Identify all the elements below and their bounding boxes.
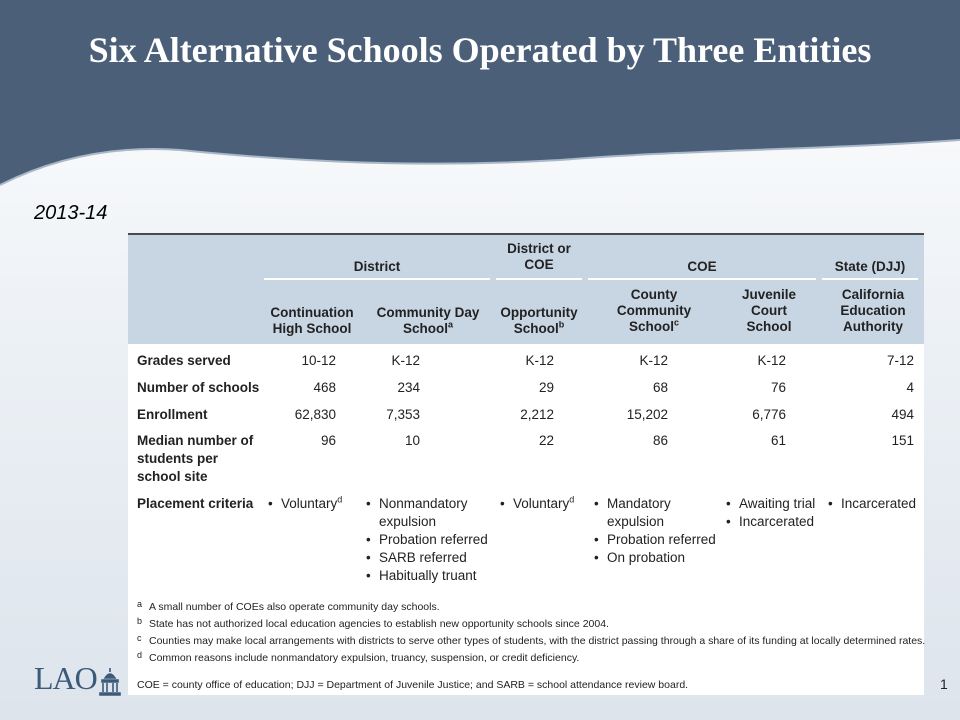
alternative-schools-table xyxy=(128,233,924,695)
placement-item xyxy=(268,495,364,513)
placement-item-text: Probation referred xyxy=(379,532,488,547)
placement-item xyxy=(726,495,822,513)
page-number: 1 xyxy=(940,676,948,692)
group-rule-state xyxy=(822,278,918,280)
group-rule-district xyxy=(264,278,490,280)
placement-item xyxy=(828,495,922,513)
placement-list xyxy=(594,495,720,567)
placement-item xyxy=(594,531,720,549)
group-header-state-djj: State (DJJ) xyxy=(834,259,906,274)
footnote-text: Common reasons include nonmandatory expulsion, truancy, suspension, or credit deficiency. xyxy=(149,652,580,664)
placement-list xyxy=(366,495,490,585)
placement-item-text: Nonmandatory expulsion xyxy=(379,496,468,529)
placement-item xyxy=(366,531,490,549)
row-label-grades-served: Grades served xyxy=(137,353,231,368)
table-cell: K-12 xyxy=(639,353,668,368)
table-cell: 29 xyxy=(538,380,554,395)
group-rule-coe xyxy=(588,278,816,280)
table-cell: 234 xyxy=(397,380,420,395)
placement-item xyxy=(594,549,720,567)
table-cell: 7,353 xyxy=(386,407,420,422)
placement-item xyxy=(594,495,720,531)
footnote-text: A small number of COEs also operate community day schools. xyxy=(149,601,440,613)
placement-item-text: Voluntary xyxy=(513,496,570,511)
table-cell: 7-12 xyxy=(886,353,914,368)
placement-item-text: Incarcerated xyxy=(739,514,815,529)
table-cell: 2,212 xyxy=(520,407,554,422)
column-header-community-day: Community Day School$^a$ xyxy=(376,305,480,336)
capitol-dome-icon xyxy=(97,666,123,696)
table-cell: 4 xyxy=(906,380,914,395)
placement-item xyxy=(366,567,490,585)
footnote-marker: d xyxy=(337,494,343,505)
table-cell: 61 xyxy=(770,433,786,448)
table-cell: 494 xyxy=(891,407,914,422)
footnote-mark: a xyxy=(137,599,143,609)
column-header-juvenile-court: Juvenile Court School xyxy=(741,287,797,334)
placement-list xyxy=(828,495,922,513)
abbreviations-note: COE = county office of education; DJJ = Department of Juvenile Justice; and SARB = school attendance review board. xyxy=(137,679,689,691)
table-cell: K-12 xyxy=(391,353,420,368)
table-cell: 6,776 xyxy=(752,407,786,422)
row-label-placement-criteria: Placement criteria xyxy=(137,496,254,511)
group-header-coe: COE xyxy=(687,259,717,274)
table-cell: 22 xyxy=(538,433,554,448)
table-cell: 62,830 xyxy=(294,407,336,422)
table-cell: K-12 xyxy=(525,353,554,368)
table-cell: 76 xyxy=(770,380,786,395)
table-header xyxy=(128,233,924,344)
placement-item-text: Mandatory expulsion xyxy=(607,496,671,529)
placement-item xyxy=(366,549,490,567)
placement-item xyxy=(366,495,490,531)
group-header-district-or-coe: District or COE xyxy=(507,241,571,272)
table-cell: 151 xyxy=(891,433,914,448)
lao-logo-text: LAO xyxy=(34,660,97,696)
column-header-opportunity: Opportunity School$^b$ xyxy=(500,305,578,336)
column-header-county-community: County Community School$^c$ xyxy=(616,287,692,334)
column-header-continuation: Continuation High School xyxy=(270,305,354,336)
footnote-text: State has not authorized local education agencies to establish new opportunity schools since 2004. xyxy=(149,618,609,630)
table-cell: 96 xyxy=(320,433,336,448)
table-cell: 468 xyxy=(313,380,336,395)
placement-item-text: On probation xyxy=(607,550,686,565)
footnote-mark: b xyxy=(137,616,143,626)
lao-logo xyxy=(34,656,123,696)
placement-item-text: Habitually truant xyxy=(379,568,477,583)
footnote-mark: d xyxy=(137,650,143,660)
placement-item-text: Incarcerated xyxy=(841,496,917,511)
row-label-median-students: Median number of students per school site xyxy=(137,433,254,484)
placement-list xyxy=(726,495,822,531)
placement-item xyxy=(726,513,822,531)
slide-title: Six Alternative Schools Operated by Three Entities xyxy=(88,30,872,70)
placement-list xyxy=(500,495,588,513)
placement-item-text: Probation referred xyxy=(607,532,716,547)
year-subtitle: 2013-14 xyxy=(34,202,108,224)
table-cell: 15,202 xyxy=(626,407,668,422)
group-rule-district-or-coe xyxy=(496,278,582,280)
table-cell: 68 xyxy=(652,380,668,395)
footnote-mark: c xyxy=(137,633,142,643)
footnote-text: Counties may make local arrangements with districts to serve other types of students, with the district passing through a share of its funding at locally determined rates. xyxy=(149,635,926,647)
footnote-marker: d xyxy=(569,494,575,505)
table-cell: K-12 xyxy=(757,353,786,368)
row-label-enrollment: Enrollment xyxy=(137,407,208,422)
placement-item-text: Awaiting trial xyxy=(739,496,816,511)
table-cell: 10 xyxy=(404,433,420,448)
placement-item-text: SARB referred xyxy=(379,550,467,565)
placement-list xyxy=(268,495,364,513)
placement-item xyxy=(500,495,588,513)
row-label-number-of-schools: Number of schools xyxy=(137,380,260,395)
table-cell: 86 xyxy=(652,433,668,448)
column-header-california-education-authority: California Education Authority xyxy=(840,287,906,334)
table-cell: 10-12 xyxy=(301,353,336,368)
group-header-district: District xyxy=(353,259,401,274)
placement-item-text: Voluntary xyxy=(281,496,338,511)
